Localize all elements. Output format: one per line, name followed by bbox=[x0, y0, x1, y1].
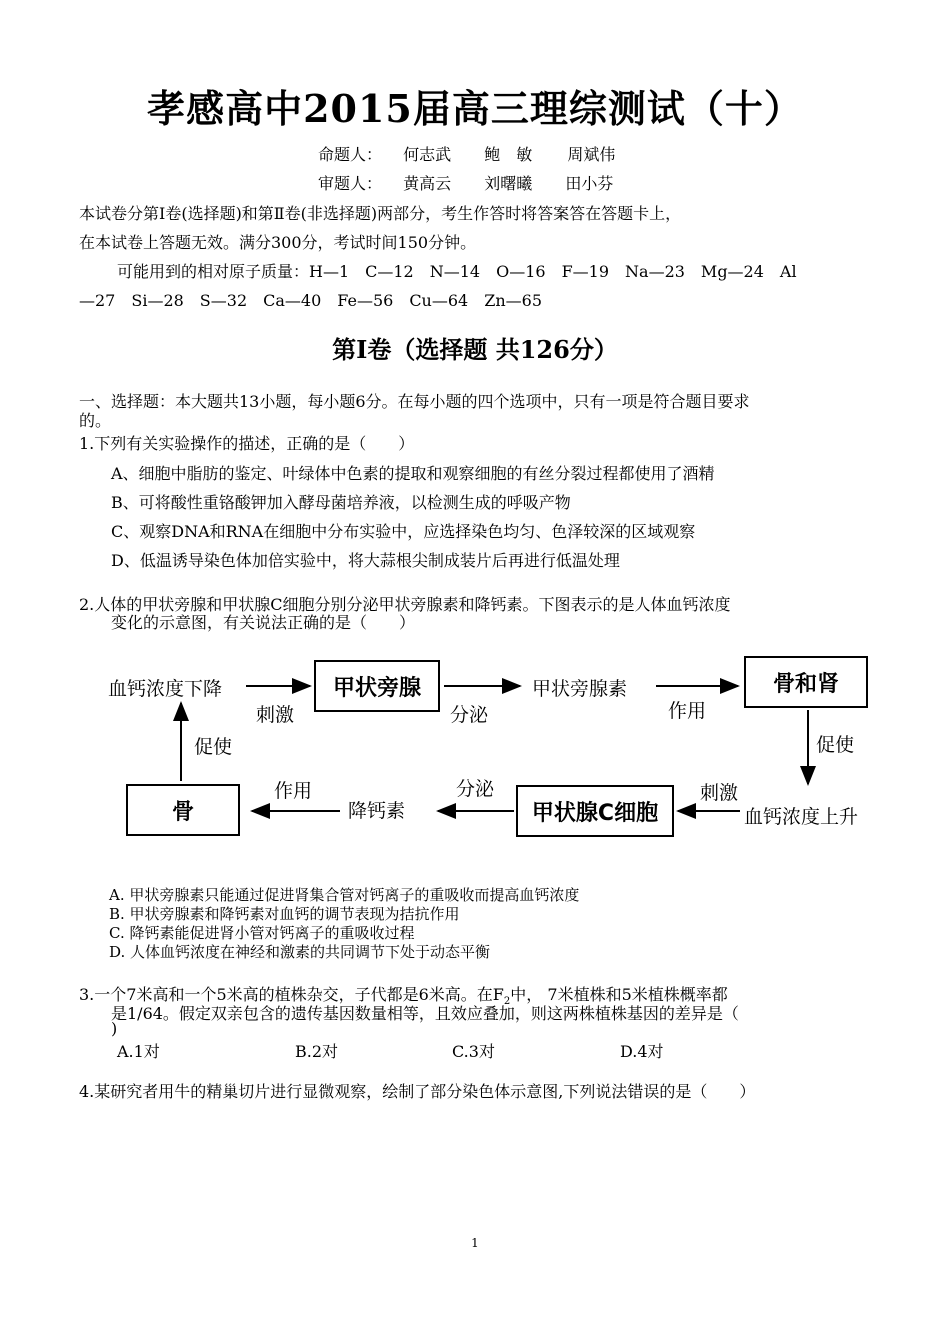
question-3-option-a: A.1对 bbox=[117, 1042, 160, 1061]
label-pth: 甲状旁腺素 bbox=[532, 678, 628, 700]
question-4-stem: 4.某研究者用牛的精巢切片进行显微观察，绘制了部分染色体示意图,下列说法错误的是（ ） bbox=[79, 1082, 756, 1101]
label-calcium-down: 血钙浓度下降 bbox=[108, 678, 223, 700]
reviewers-line bbox=[318, 171, 613, 194]
question-2-option-c: C. 降钙素能促进肾小管对钙离子的重吸收过程 bbox=[109, 924, 415, 942]
reviewer-2: 刘曙曦 bbox=[484, 174, 533, 193]
calcium-regulation-diagram bbox=[108, 648, 880, 866]
setter-1: 何志武 bbox=[403, 145, 452, 164]
intro-line-2: 在本试卷上答题无效。满分300分，考试时间150分钟。 bbox=[79, 233, 477, 252]
label-stimulate-1: 刺激 bbox=[256, 704, 295, 726]
page-title: 孝感高中2015届高三理综测试（十） bbox=[147, 86, 803, 131]
atomic-mass-line-2: —27 Si—28 S—32 Ca—40 Fe—56 Cu—64 Zn—65 bbox=[79, 291, 543, 310]
question-2-option-a: A. 甲状旁腺素只能通过促进肾集合管对钙离子的重吸收而提高血钙浓度 bbox=[109, 886, 580, 904]
setter-3: 周斌伟 bbox=[567, 145, 616, 164]
question-2-option-d: D. 人体血钙浓度在神经和激素的共同调节下处于动态平衡 bbox=[109, 943, 491, 961]
section-title: 第Ⅰ卷（选择题 共126分） bbox=[332, 335, 618, 364]
label-promote-left: 促使 bbox=[194, 736, 233, 758]
question-2-stem-1: 2.人体的甲状旁腺和甲状腺C细胞分别分泌甲状旁腺素和降钙素。下图表示的是人体血钙浓度 bbox=[79, 595, 731, 614]
question-3-subscript: 2 bbox=[503, 996, 511, 1008]
box-parathyroid: 甲状旁腺 bbox=[314, 660, 440, 712]
intro-line-1: 本试卷分第Ⅰ卷(选择题)和第Ⅱ卷(非选择题)两部分，考生作答时将答案答在答题卡上， bbox=[79, 204, 682, 223]
reviewers-label: 审题人： bbox=[318, 174, 383, 193]
question-1-option-d: D、低温诱导染色体加倍实验中，将大蒜根尖制成装片后再进行低温处理 bbox=[111, 551, 620, 570]
question-3-stem-1b: 中， 7米植株和5米植株概率都 bbox=[510, 985, 728, 1004]
setter-2: 鲍 敏 bbox=[484, 145, 533, 164]
question-2-option-b: B. 甲状旁腺素和降钙素对血钙的调节表现为拮抗作用 bbox=[109, 905, 460, 923]
box-thyroid-c-cell: 甲状腺C细胞 bbox=[516, 785, 674, 837]
label-promote-right: 促使 bbox=[816, 734, 855, 756]
question-3-option-c: C.3对 bbox=[452, 1042, 495, 1061]
setters-line bbox=[318, 142, 615, 165]
setters-label: 命题人： bbox=[318, 145, 383, 164]
label-secrete-1: 分泌 bbox=[450, 704, 489, 726]
question-3-option-d: D.4对 bbox=[620, 1042, 664, 1061]
label-act-1: 作用 bbox=[668, 700, 707, 722]
question-1-option-b: B、可将酸性重铬酸钾加入酵母菌培养液，以检测生成的呼吸产物 bbox=[111, 493, 571, 512]
question-3-stem-2: 是1/64。假定双亲包含的遗传基因数量相等，且效应叠加，则这两株植株基因的差异是（ bbox=[111, 1004, 739, 1023]
box-bone: 骨 bbox=[126, 784, 240, 836]
question-3-stem-1a: 3.一个7米高和一个5米高的植株杂交，子代都是6米高。在F bbox=[79, 985, 504, 1004]
atomic-mass-line-1: 可能用到的相对原子质量：H—1 C—12 N—14 O—16 F—19 Na—23 Mg—24 Al bbox=[117, 262, 797, 281]
question-3-option-b: B.2对 bbox=[295, 1042, 339, 1061]
box-bone-kidney: 骨和肾 bbox=[744, 656, 868, 708]
reviewer-1: 黄高云 bbox=[403, 174, 452, 193]
question-2-stem-2: 变化的示意图，有关说法正确的是（ ） bbox=[111, 613, 416, 632]
question-1-option-c: C、观察DNA和RNA在细胞中分布实验中，应选择染色均匀、色泽较深的区域观察 bbox=[111, 522, 696, 541]
label-act-2: 作用 bbox=[274, 780, 313, 802]
question-3-stem-3: ) bbox=[111, 1019, 118, 1038]
label-stimulate-2: 刺激 bbox=[700, 782, 739, 804]
section-instructions-2: 的。 bbox=[79, 411, 112, 430]
page-number: 1 bbox=[471, 1236, 479, 1250]
label-calcium-up: 血钙浓度上升 bbox=[744, 806, 859, 828]
label-secrete-2: 分泌 bbox=[456, 778, 495, 800]
label-calcitonin: 降钙素 bbox=[348, 800, 406, 822]
section-instructions-1: 一、选择题：本大题共13小题，每小题6分。在每小题的四个选项中，只有一项是符合题目要求 bbox=[79, 392, 750, 411]
question-1-option-a: A、细胞中脂肪的鉴定、叶绿体中色素的提取和观察细胞的有丝分裂过程都使用了酒精 bbox=[111, 464, 715, 483]
question-1-stem: 1.下列有关实验操作的描述，正确的是（ ） bbox=[79, 434, 415, 453]
reviewer-3: 田小芬 bbox=[565, 174, 614, 193]
